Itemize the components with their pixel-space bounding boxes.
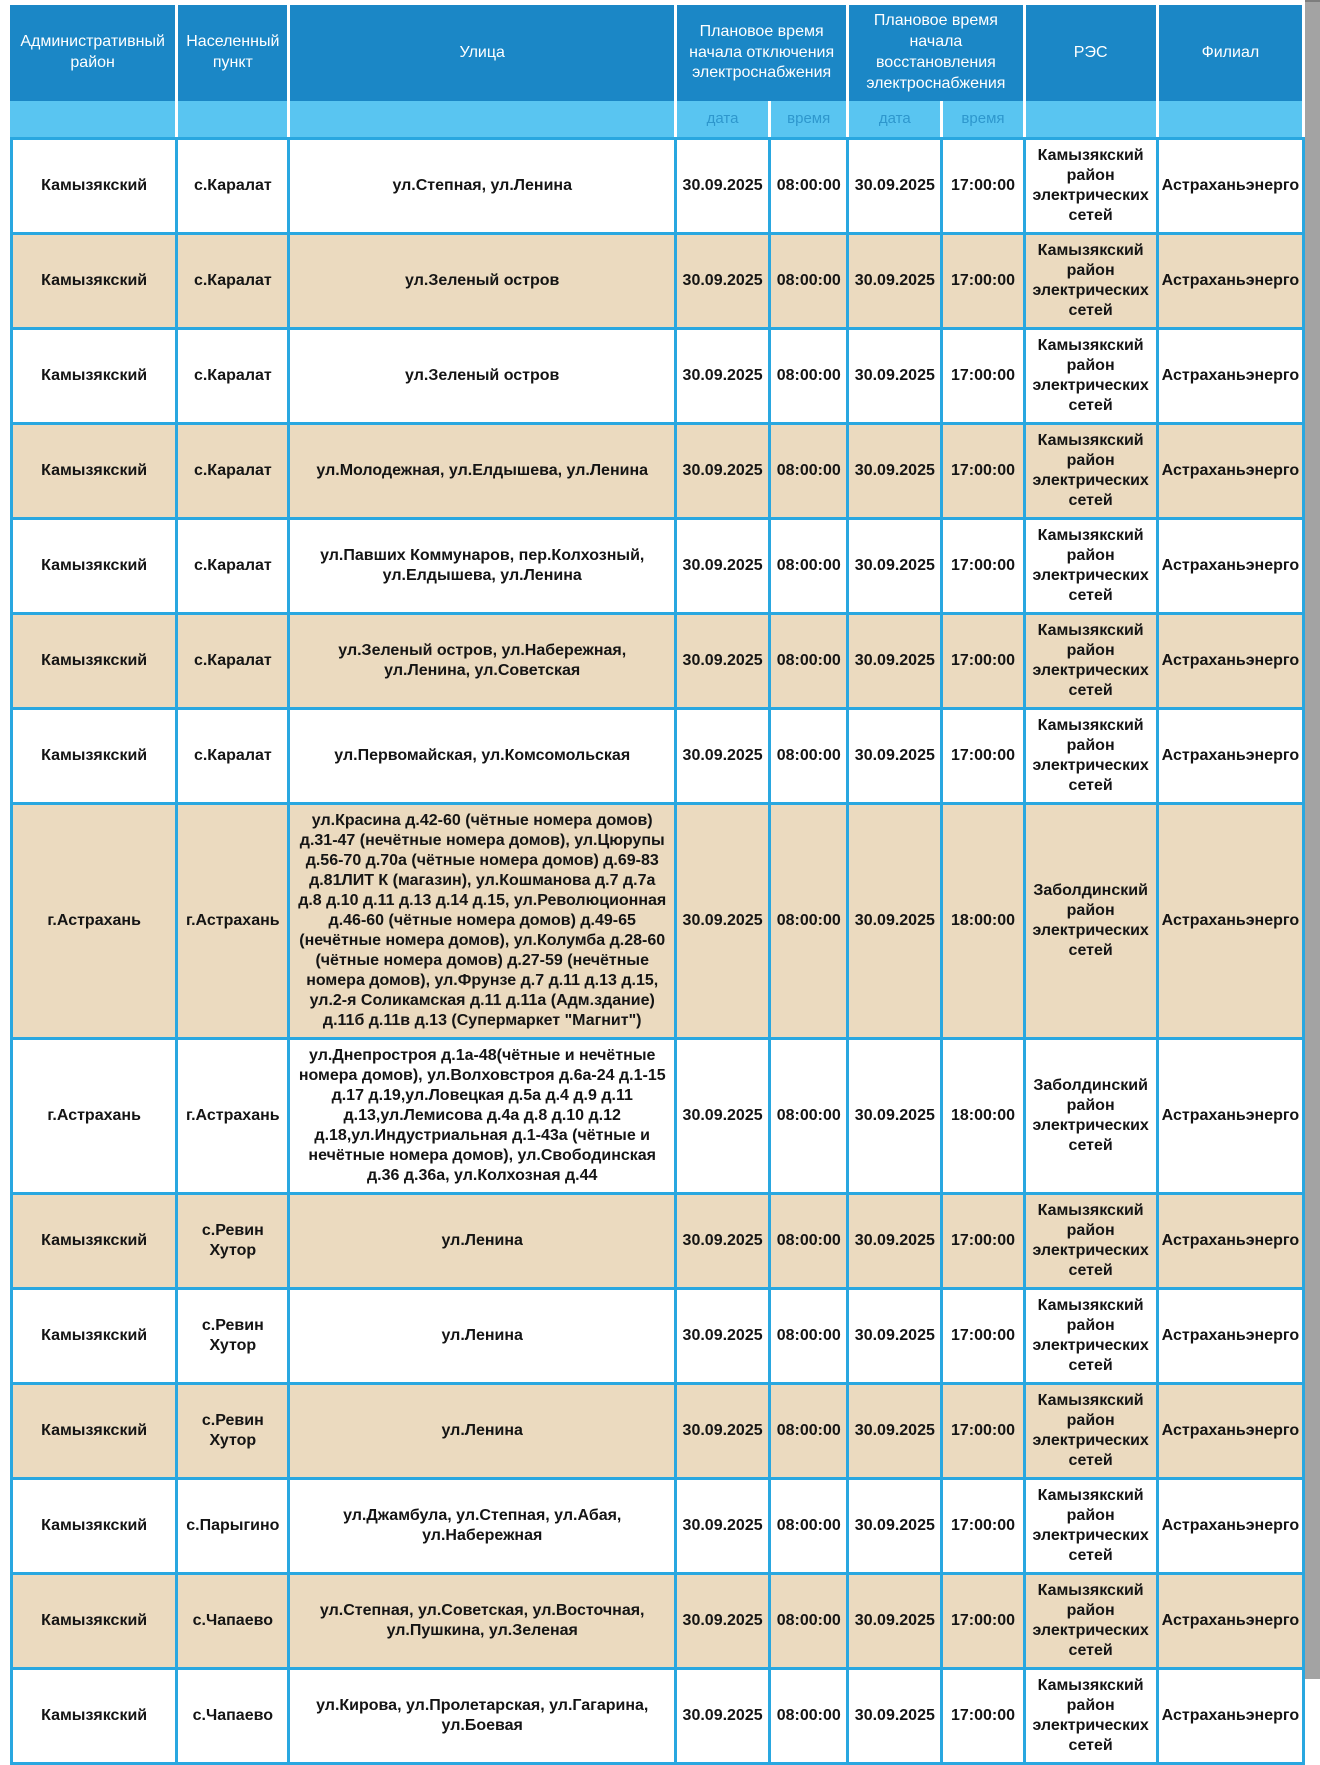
table-row (10, 1480, 1305, 1575)
cell-outage-date: 30.09.2025 (677, 710, 771, 805)
col-header-outage-start: Плановое время начала отключения электроснабжения (677, 5, 849, 101)
cell-street: ул.Кирова, ул.Пролетарская, ул.Гагарина, ул.Боевая (290, 1670, 677, 1765)
scrollbar-thumb[interactable] (1305, 0, 1320, 1679)
subcol-restore-time: время (943, 101, 1025, 137)
subheader-spacer (1159, 101, 1305, 137)
cell-res: Камызякский район электрических сетей (1026, 1290, 1159, 1385)
cell-district: г.Астрахань (10, 805, 178, 1040)
cell-restore-time: 17:00:00 (943, 710, 1025, 805)
cell-restore-time: 17:00:00 (943, 615, 1025, 710)
cell-street: ул.Зеленый остров (290, 235, 677, 330)
cell-restore-time: 17:00:00 (943, 425, 1025, 520)
cell-branch: Астраханьэнерго (1159, 1195, 1305, 1290)
cell-res: Заболдинский район электрических сетей (1026, 805, 1159, 1040)
cell-restore-date: 30.09.2025 (849, 520, 943, 615)
cell-district: Камызякский (10, 137, 178, 235)
cell-branch: Астраханьэнерго (1159, 330, 1305, 425)
cell-street: ул.Зеленый остров, ул.Набережная, ул.Ленина, ул.Советская (290, 615, 677, 710)
vertical-scrollbar[interactable] (1305, 0, 1320, 1677)
col-header-settlement: Населенный пункт (178, 5, 290, 101)
table-row (10, 1385, 1305, 1480)
cell-outage-date: 30.09.2025 (677, 520, 771, 615)
cell-restore-date: 30.09.2025 (849, 615, 943, 710)
table-row (10, 1195, 1305, 1290)
outage-table (10, 5, 1305, 1765)
cell-branch: Астраханьэнерго (1159, 1385, 1305, 1480)
subcol-restore-date: дата (849, 101, 943, 137)
cell-res: Камызякский район электрических сетей (1026, 1195, 1159, 1290)
col-header-district: Административный район (10, 5, 178, 101)
cell-settlement: с.Ревин Хутор (178, 1195, 290, 1290)
cell-restore-time: 17:00:00 (943, 520, 1025, 615)
cell-outage-time: 08:00:00 (771, 1290, 849, 1385)
cell-street: ул.Первомайская, ул.Комсомольская (290, 710, 677, 805)
cell-settlement: с.Каралат (178, 615, 290, 710)
cell-res: Камызякский район электрических сетей (1026, 137, 1159, 235)
cell-res: Камызякский район электрических сетей (1026, 235, 1159, 330)
cell-street: ул.Зеленый остров (290, 330, 677, 425)
cell-district: Камызякский (10, 330, 178, 425)
cell-street: ул.Ленина (290, 1385, 677, 1480)
cell-restore-time: 17:00:00 (943, 137, 1025, 235)
cell-res: Камызякский район электрических сетей (1026, 615, 1159, 710)
cell-branch: Астраханьэнерго (1159, 235, 1305, 330)
cell-res: Камызякский район электрических сетей (1026, 1670, 1159, 1765)
cell-restore-time: 18:00:00 (943, 805, 1025, 1040)
cell-outage-time: 08:00:00 (771, 330, 849, 425)
table-row (10, 1040, 1305, 1195)
cell-settlement: с.Чапаево (178, 1670, 290, 1765)
subheader-spacer (290, 101, 677, 137)
cell-settlement: с.Чапаево (178, 1575, 290, 1670)
table-row (10, 330, 1305, 425)
cell-res: Камызякский район электрических сетей (1026, 425, 1159, 520)
cell-street: ул.Красина д.42-60 (чётные номера домов) д.31-47 (нечётные номера домов), ул.Цюрупы д.56-70 д.70а (чётные номера домов) д.69-83 д.81ЛИТ К (магазин), ул.Кошманова д.7 д.7а д.8 д.10 д.11 д.13 д.14 д.15, ул.Революционная д.46-60 (чётные номера домов) д.49-65 (нечётные номера домов), ул.Колумба д.28-60 (чётные номера домов) д.27-59 (нечётные номера домов), ул.Фрунзе д.7 д.11 д.13 д.15, ул.2-я Соликамская д.11 д.11а (Адм.здание) д.11б д.11в д.13 (Супермаркет "Магнит") (290, 805, 677, 1040)
table-row (10, 805, 1305, 1040)
table-row (10, 1575, 1305, 1670)
cell-outage-time: 08:00:00 (771, 1480, 849, 1575)
cell-outage-date: 30.09.2025 (677, 1195, 771, 1290)
cell-restore-time: 17:00:00 (943, 1290, 1025, 1385)
table-header (10, 5, 1305, 137)
cell-street: ул.Павших Коммунаров, пер.Колхозный, ул.Елдышева, ул.Ленина (290, 520, 677, 615)
cell-settlement: с.Парыгино (178, 1480, 290, 1575)
cell-district: Камызякский (10, 425, 178, 520)
cell-restore-date: 30.09.2025 (849, 1290, 943, 1385)
cell-outage-date: 30.09.2025 (677, 615, 771, 710)
cell-res: Камызякский район электрических сетей (1026, 520, 1159, 615)
cell-settlement: с.Каралат (178, 425, 290, 520)
cell-restore-date: 30.09.2025 (849, 710, 943, 805)
cell-street: ул.Джамбула, ул.Степная, ул.Абая, ул.Набережная (290, 1480, 677, 1575)
cell-outage-time: 08:00:00 (771, 235, 849, 330)
cell-restore-date: 30.09.2025 (849, 1385, 943, 1480)
cell-district: Камызякский (10, 235, 178, 330)
cell-res: Камызякский район электрических сетей (1026, 1480, 1159, 1575)
cell-outage-time: 08:00:00 (771, 1195, 849, 1290)
cell-restore-time: 18:00:00 (943, 1040, 1025, 1195)
cell-outage-date: 30.09.2025 (677, 1040, 771, 1195)
subheader-spacer (10, 101, 178, 137)
cell-res: Камызякский район электрических сетей (1026, 1575, 1159, 1670)
cell-branch: Астраханьэнерго (1159, 805, 1305, 1040)
cell-outage-time: 08:00:00 (771, 137, 849, 235)
cell-street: ул.Ленина (290, 1195, 677, 1290)
table-body (10, 137, 1305, 1765)
cell-res: Заболдинский район электрических сетей (1026, 1040, 1159, 1195)
cell-street: ул.Степная, ул.Советская, ул.Восточная, ул.Пушкина, ул.Зеленая (290, 1575, 677, 1670)
cell-res: Камызякский район электрических сетей (1026, 1385, 1159, 1480)
cell-branch: Астраханьэнерго (1159, 710, 1305, 805)
subheader-spacer (178, 101, 290, 137)
cell-branch: Астраханьэнерго (1159, 137, 1305, 235)
cell-district: г.Астрахань (10, 1040, 178, 1195)
cell-restore-time: 17:00:00 (943, 1480, 1025, 1575)
cell-settlement: с.Ревин Хутор (178, 1385, 290, 1480)
cell-restore-time: 17:00:00 (943, 330, 1025, 425)
cell-restore-date: 30.09.2025 (849, 1195, 943, 1290)
cell-restore-time: 17:00:00 (943, 1575, 1025, 1670)
cell-settlement: с.Ревин Хутор (178, 1290, 290, 1385)
cell-restore-date: 30.09.2025 (849, 1670, 943, 1765)
cell-outage-time: 08:00:00 (771, 1670, 849, 1765)
cell-district: Камызякский (10, 615, 178, 710)
cell-outage-time: 08:00:00 (771, 1385, 849, 1480)
cell-outage-time: 08:00:00 (771, 710, 849, 805)
cell-branch: Астраханьэнерго (1159, 1040, 1305, 1195)
cell-outage-time: 08:00:00 (771, 425, 849, 520)
table-row (10, 1670, 1305, 1765)
cell-restore-date: 30.09.2025 (849, 1480, 943, 1575)
table-row (10, 615, 1305, 710)
cell-outage-date: 30.09.2025 (677, 330, 771, 425)
cell-district: Камызякский (10, 1480, 178, 1575)
cell-street: ул.Молодежная, ул.Елдышева, ул.Ленина (290, 425, 677, 520)
cell-res: Камызякский район электрических сетей (1026, 330, 1159, 425)
cell-settlement: г.Астрахань (178, 805, 290, 1040)
cell-restore-date: 30.09.2025 (849, 330, 943, 425)
outage-table-container (10, 5, 1305, 1765)
table-row (10, 1290, 1305, 1385)
cell-district: Камызякский (10, 1290, 178, 1385)
table-row (10, 235, 1305, 330)
cell-restore-time: 17:00:00 (943, 1670, 1025, 1765)
cell-branch: Астраханьэнерго (1159, 1670, 1305, 1765)
cell-outage-time: 08:00:00 (771, 1040, 849, 1195)
col-header-restore-start: Плановое время начала восстановления электроснабжения (849, 5, 1025, 101)
cell-outage-time: 08:00:00 (771, 615, 849, 710)
cell-branch: Астраханьэнерго (1159, 615, 1305, 710)
cell-outage-time: 08:00:00 (771, 805, 849, 1040)
cell-district: Камызякский (10, 710, 178, 805)
cell-settlement: с.Каралат (178, 520, 290, 615)
table-row (10, 520, 1305, 615)
cell-restore-date: 30.09.2025 (849, 235, 943, 330)
cell-restore-date: 30.09.2025 (849, 805, 943, 1040)
cell-restore-date: 30.09.2025 (849, 137, 943, 235)
cell-outage-date: 30.09.2025 (677, 137, 771, 235)
cell-district: Камызякский (10, 1575, 178, 1670)
cell-settlement: с.Каралат (178, 137, 290, 235)
col-header-branch: Филиал (1159, 5, 1305, 101)
subheader-spacer (1026, 101, 1159, 137)
cell-restore-date: 30.09.2025 (849, 1040, 943, 1195)
cell-outage-time: 08:00:00 (771, 520, 849, 615)
cell-outage-date: 30.09.2025 (677, 1290, 771, 1385)
cell-settlement: с.Каралат (178, 710, 290, 805)
cell-outage-date: 30.09.2025 (677, 425, 771, 520)
cell-street: ул.Степная, ул.Ленина (290, 137, 677, 235)
cell-settlement: г.Астрахань (178, 1040, 290, 1195)
cell-outage-date: 30.09.2025 (677, 805, 771, 1040)
col-header-street: Улица (290, 5, 677, 101)
cell-res: Камызякский район электрических сетей (1026, 710, 1159, 805)
cell-restore-date: 30.09.2025 (849, 425, 943, 520)
col-header-res: РЭС (1026, 5, 1159, 101)
cell-district: Камызякский (10, 1195, 178, 1290)
cell-district: Камызякский (10, 1385, 178, 1480)
cell-outage-date: 30.09.2025 (677, 1670, 771, 1765)
cell-outage-time: 08:00:00 (771, 1575, 849, 1670)
table-row (10, 137, 1305, 235)
cell-street: ул.Днепростроя д.1а-48(чётные и нечётные номера домов), ул.Волховстроя д.6а-24 д.1-15 д.17 д.19,ул.Ловецкая д.5а д.4 д.9 д.11 д.13,ул.Лемисова д.4а д.8 д.10 д.12 д.18,ул.Индустриальная д.1-43а (чётные и нечётные номера домов), ул.Свободинская д.36 д.36а, ул.Колхозная д.44 (290, 1040, 677, 1195)
cell-settlement: с.Каралат (178, 330, 290, 425)
cell-outage-date: 30.09.2025 (677, 1385, 771, 1480)
subcol-outage-date: дата (677, 101, 771, 137)
cell-street: ул.Ленина (290, 1290, 677, 1385)
cell-district: Камызякский (10, 1670, 178, 1765)
cell-outage-date: 30.09.2025 (677, 1480, 771, 1575)
cell-settlement: с.Каралат (178, 235, 290, 330)
cell-restore-time: 17:00:00 (943, 1195, 1025, 1290)
cell-branch: Астраханьэнерго (1159, 1575, 1305, 1670)
cell-restore-time: 17:00:00 (943, 1385, 1025, 1480)
cell-branch: Астраханьэнерго (1159, 1480, 1305, 1575)
table-row (10, 425, 1305, 520)
cell-restore-time: 17:00:00 (943, 235, 1025, 330)
cell-outage-date: 30.09.2025 (677, 235, 771, 330)
cell-restore-date: 30.09.2025 (849, 1575, 943, 1670)
cell-branch: Астраханьэнерго (1159, 1290, 1305, 1385)
table-row (10, 710, 1305, 805)
cell-branch: Астраханьэнерго (1159, 425, 1305, 520)
subcol-outage-time: время (771, 101, 849, 137)
cell-outage-date: 30.09.2025 (677, 1575, 771, 1670)
cell-district: Камызякский (10, 520, 178, 615)
cell-branch: Астраханьэнерго (1159, 520, 1305, 615)
